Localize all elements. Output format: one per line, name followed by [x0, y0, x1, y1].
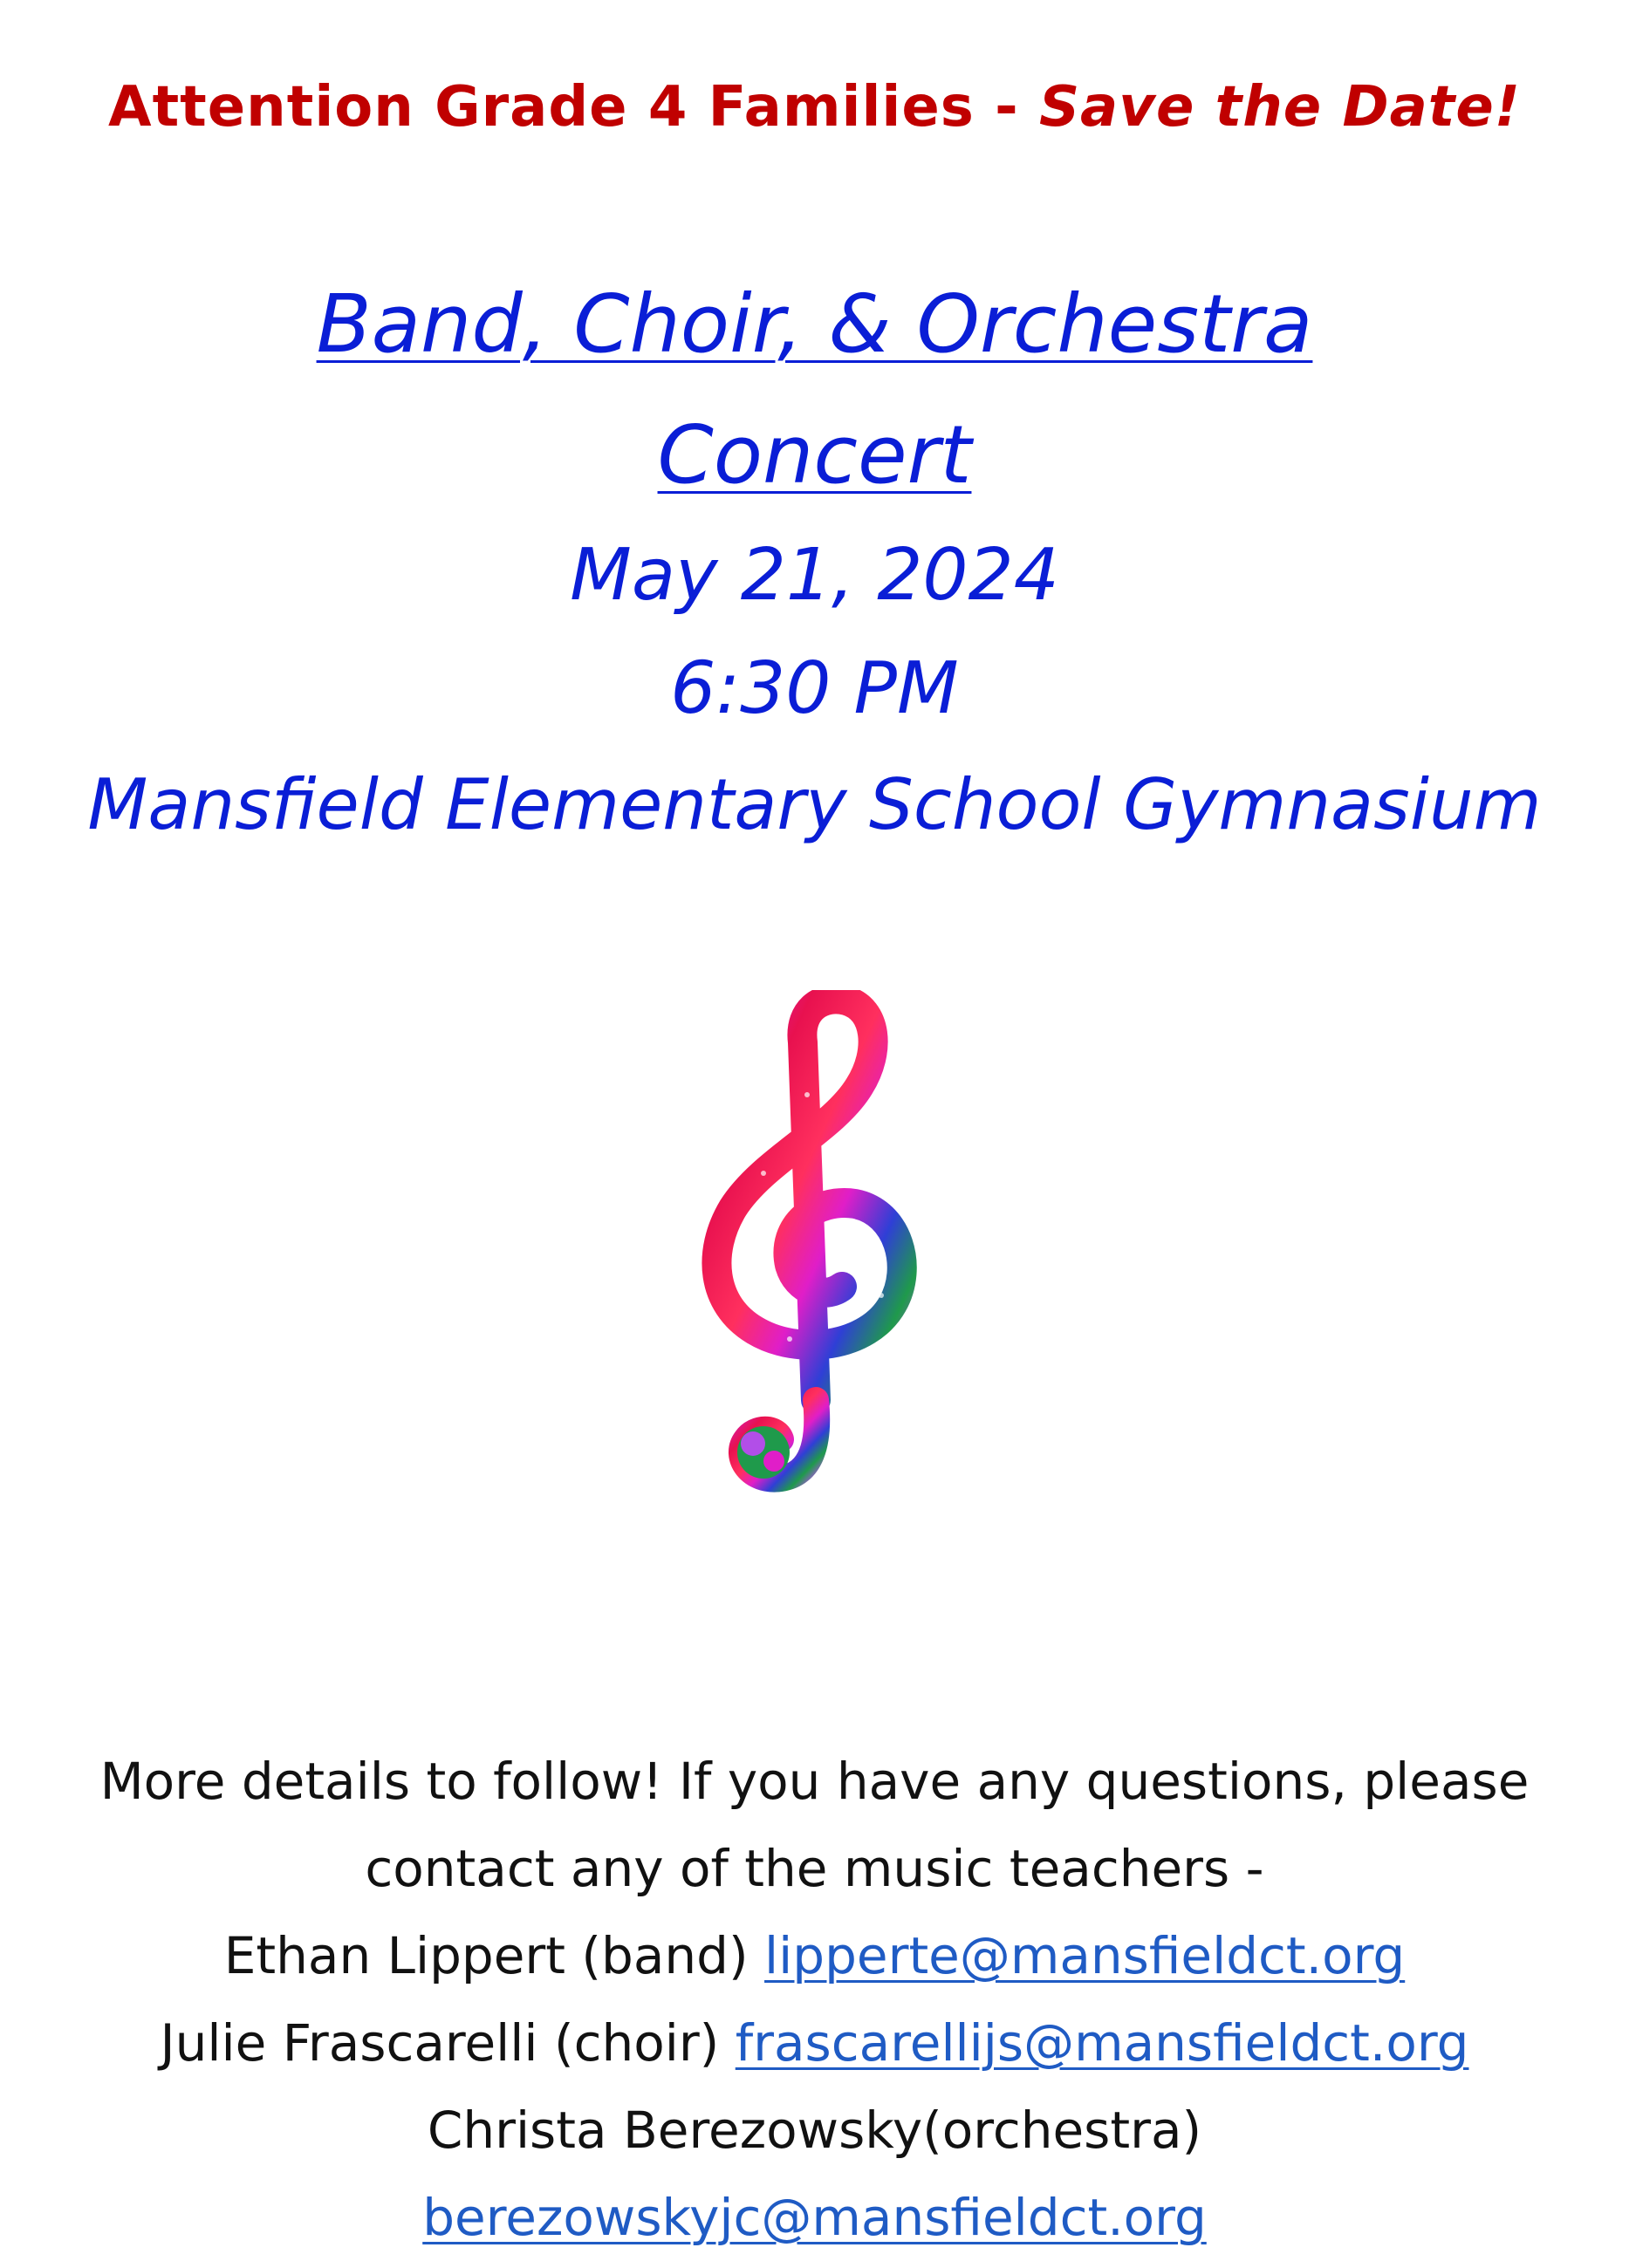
- contact-orchestra-email-link[interactable]: berezowskyjc@mansfieldct.org: [422, 2188, 1207, 2247]
- contact-band-email-link[interactable]: lipperte@mansfieldct.org: [764, 1926, 1406, 1985]
- event-time: 6:30 PM: [670, 647, 959, 730]
- details-line1: More details to follow! If you have any questions, please: [99, 1752, 1530, 1811]
- contact-choir-email-link[interactable]: frascarellijs@mansfieldct.org: [735, 2013, 1469, 2073]
- contact-band: [0, 1926, 1629, 1985]
- contact-orchestra: [0, 2188, 1629, 2247]
- event-title-line1: Band, Choir, & Orchestra: [316, 277, 1313, 371]
- event-location: Mansfield Elementary School Gymnasium: [87, 764, 1542, 845]
- event-title-line2: Concert: [657, 408, 972, 502]
- attention-heading: [0, 75, 1629, 140]
- event-date: May 21, 2024: [570, 534, 1059, 617]
- details-line2: contact any of the music teachers -: [365, 1839, 1264, 1898]
- save-the-date-text: Save the Date!: [1038, 75, 1521, 140]
- contact-choir: [0, 2013, 1629, 2073]
- contact-orchestra-name: Christa Berezowsky(orchestra): [427, 2101, 1202, 2160]
- contact-choir-name: Julie Frascarelli (choir): [160, 2013, 736, 2073]
- treble-clef-icon: [659, 990, 973, 1496]
- contact-band-name: Ethan Lippert (band): [223, 1926, 765, 1985]
- attention-text: Attention Grade 4 Families -: [108, 75, 1039, 140]
